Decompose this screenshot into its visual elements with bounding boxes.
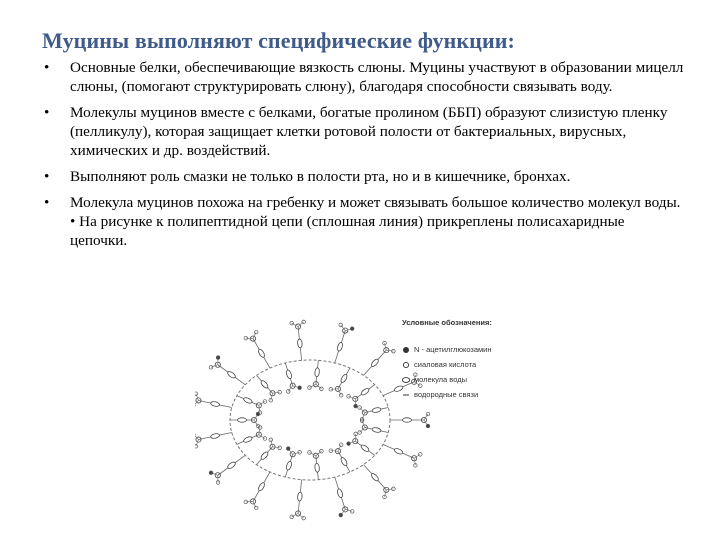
bullet-item — [44, 167, 684, 186]
legend-item — [400, 375, 560, 390]
bullet-marker: • — [44, 168, 50, 185]
legend-title: Условные обозначения: — [402, 318, 492, 327]
bullet-marker: • — [44, 194, 50, 211]
bullet-item — [44, 58, 684, 96]
legend-label: водородные связи — [414, 390, 479, 399]
bullet-text: Выполняют роль смазки не только в полости рта, но и в кишечнике, бронхах. — [70, 168, 571, 185]
ellipse-icon — [402, 375, 412, 385]
legend-item — [400, 390, 560, 405]
bullet-item — [44, 103, 684, 160]
bullet-marker: • — [44, 104, 50, 121]
filled-circle-icon — [402, 345, 412, 355]
mucin-structure — [195, 320, 430, 520]
bullet-text: Молекула муцинов похожа на гребенку и может связывать большое количество молекул воды. • На рисунке к полипептидной цепи (сплошная линия) прикреплены полисахаридные цепочки. — [70, 194, 681, 249]
legend-label: сиаловая кислота — [414, 360, 477, 369]
dash-icon — [402, 390, 412, 400]
diagram-legend — [400, 318, 560, 405]
open-circle-icon — [402, 360, 412, 370]
bullet-text: Основные белки, обеспечивающие вязкость слюны. Муцины участвуют в образовании мицелл слюны, (помогают структурировать слюну), благодаря способности связывать воду. — [70, 59, 684, 95]
bullet-marker: • — [44, 59, 50, 76]
slide-title: Муцины выполняют специфические функции: — [42, 28, 515, 53]
legend-label: молекула воды — [414, 375, 467, 384]
legend-label: N - ацетилглюкозамин — [414, 345, 492, 354]
bullet-text: Молекулы муцинов вместе с белками, богатые пролином (ББП) образуют слизистую пленку (пелликулу), которая защищает клетки ротовой полости от бактериальных, вирусных, химических и др. воздействий. — [70, 104, 668, 159]
bullet-list — [44, 58, 684, 257]
legend-item — [400, 345, 560, 360]
bullet-item — [44, 193, 684, 250]
legend-item — [400, 360, 560, 375]
